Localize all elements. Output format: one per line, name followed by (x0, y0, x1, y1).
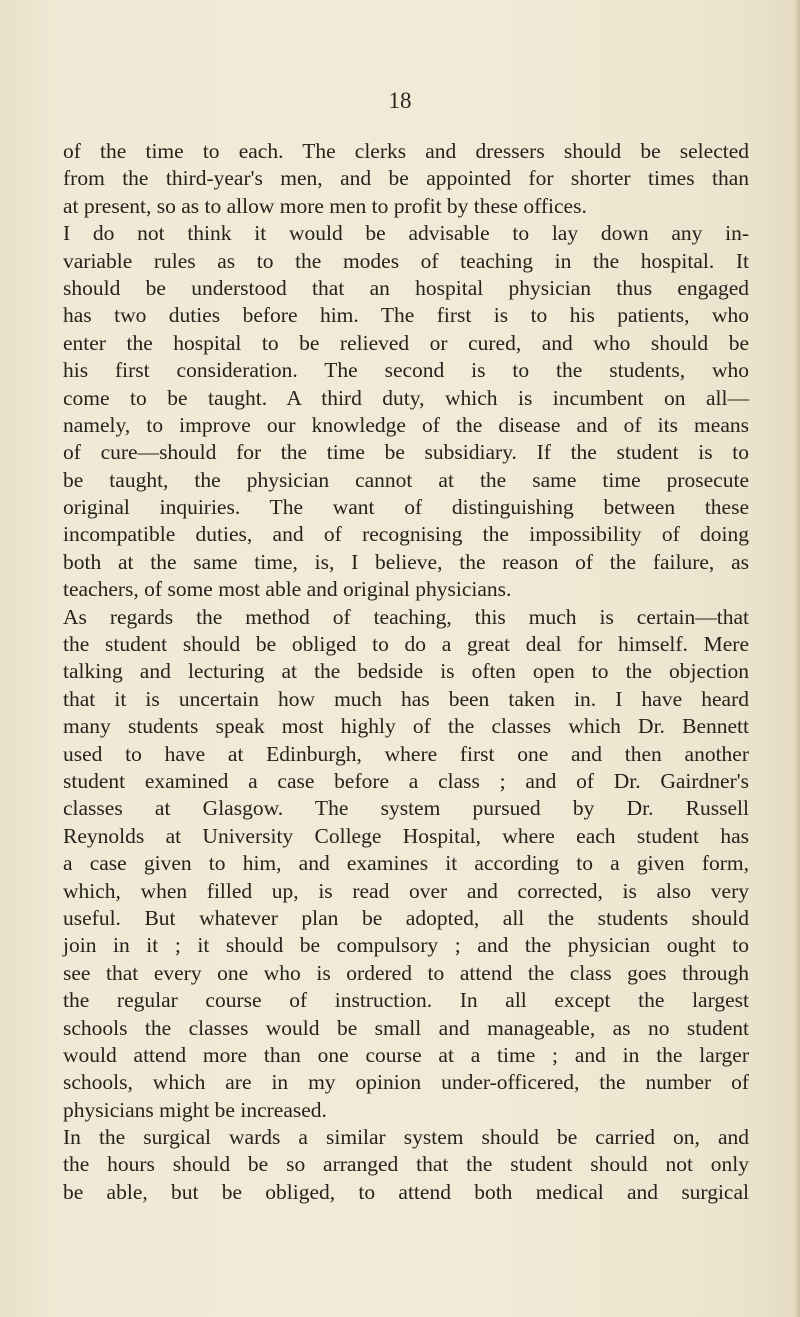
text-line: talking and lecturing at the bedside is often open to the objection (63, 659, 749, 684)
text-line: schools the classes would be small and manageable, as no student (63, 1015, 749, 1040)
text-line: classes at Glasgow. The system pursued by Dr. Russell (63, 796, 749, 821)
text-line: the hours should be so arranged that the student should not only (63, 1152, 749, 1177)
text-line: many students speak most highly of the classes which Dr. Bennett (63, 714, 749, 739)
text-line: be taught, the physician cannot at the same time prosecute (63, 467, 749, 492)
text-line: which, when filled up, is read over and corrected, is also very (63, 878, 749, 903)
text-line: be able, but be obliged, to attend both medical and surgical (63, 1179, 749, 1204)
text-line: useful. But whatever plan be adopted, all the students should (63, 905, 749, 930)
text-line: see that every one who is ordered to attend the class goes through (63, 960, 749, 985)
text-line: incompatible duties, and of recognising the impossibility of doing (63, 522, 749, 547)
text-line: variable rules as to the modes of teaching in the hospital. It (63, 248, 749, 273)
text-line: physicians might be increased. (63, 1097, 327, 1122)
body-text (63, 138, 749, 1206)
text-line: would attend more than one course at a time ; and in the larger (63, 1042, 749, 1067)
text-line: that it is uncertain how much has been taken in. I have heard (63, 686, 749, 711)
page-edge-shadow (794, 0, 800, 1317)
text-line: of cure—should for the time be subsidiary. If the student is to (63, 440, 749, 465)
text-line: from the third-year's men, and be appointed for shorter times than (63, 166, 749, 191)
text-line: should be understood that an hospital physician thus engaged (63, 275, 749, 300)
text-line: In the surgical wards a similar system should be carried on, and (63, 1125, 749, 1150)
text-line: used to have at Edinburgh, where first one and then another (63, 741, 749, 766)
text-line: come to be taught. A third duty, which is incumbent on all— (63, 385, 749, 410)
text-line: has two duties before him. The first is to his patients, who (63, 303, 749, 328)
text-line: schools, which are in my opinion under-officered, the number of (63, 1070, 749, 1095)
text-line: enter the hospital to be relieved or cured, and who should be (63, 330, 749, 355)
text-line: namely, to improve our knowledge of the disease and of its means (63, 412, 749, 437)
text-line: Reynolds at University College Hospital, where each student has (63, 823, 749, 848)
text-line: his first consideration. The second is to the students, who (63, 358, 749, 383)
text-line: student examined a case before a class ; and of Dr. Gairdner's (63, 768, 749, 793)
text-line: a case given to him, and examines it according to a given form, (63, 851, 749, 876)
text-line: As regards the method of teaching, this much is certain—that (63, 604, 749, 629)
text-line: I do not think it would be advisable to lay down any in- (63, 221, 749, 246)
text-line: both at the same time, is, I believe, the reason of the failure, as (63, 549, 749, 574)
text-line: original inquiries. The want of distinguishing between these (63, 495, 749, 520)
text-line: of the time to each. The clerks and dressers should be selected (63, 139, 749, 163)
page-number: 18 (388, 88, 412, 113)
text-line: join in it ; it should be compulsory ; and the physician ought to (63, 933, 749, 958)
text-line: the regular course of instruction. In all except the largest (63, 988, 749, 1013)
text-line: at present, so as to allow more men to profit by these offices. (63, 193, 587, 218)
text-line: the student should be obliged to do a great deal for himself. Mere (63, 632, 749, 657)
text-line: teachers, of some most able and original physicians. (63, 577, 512, 602)
